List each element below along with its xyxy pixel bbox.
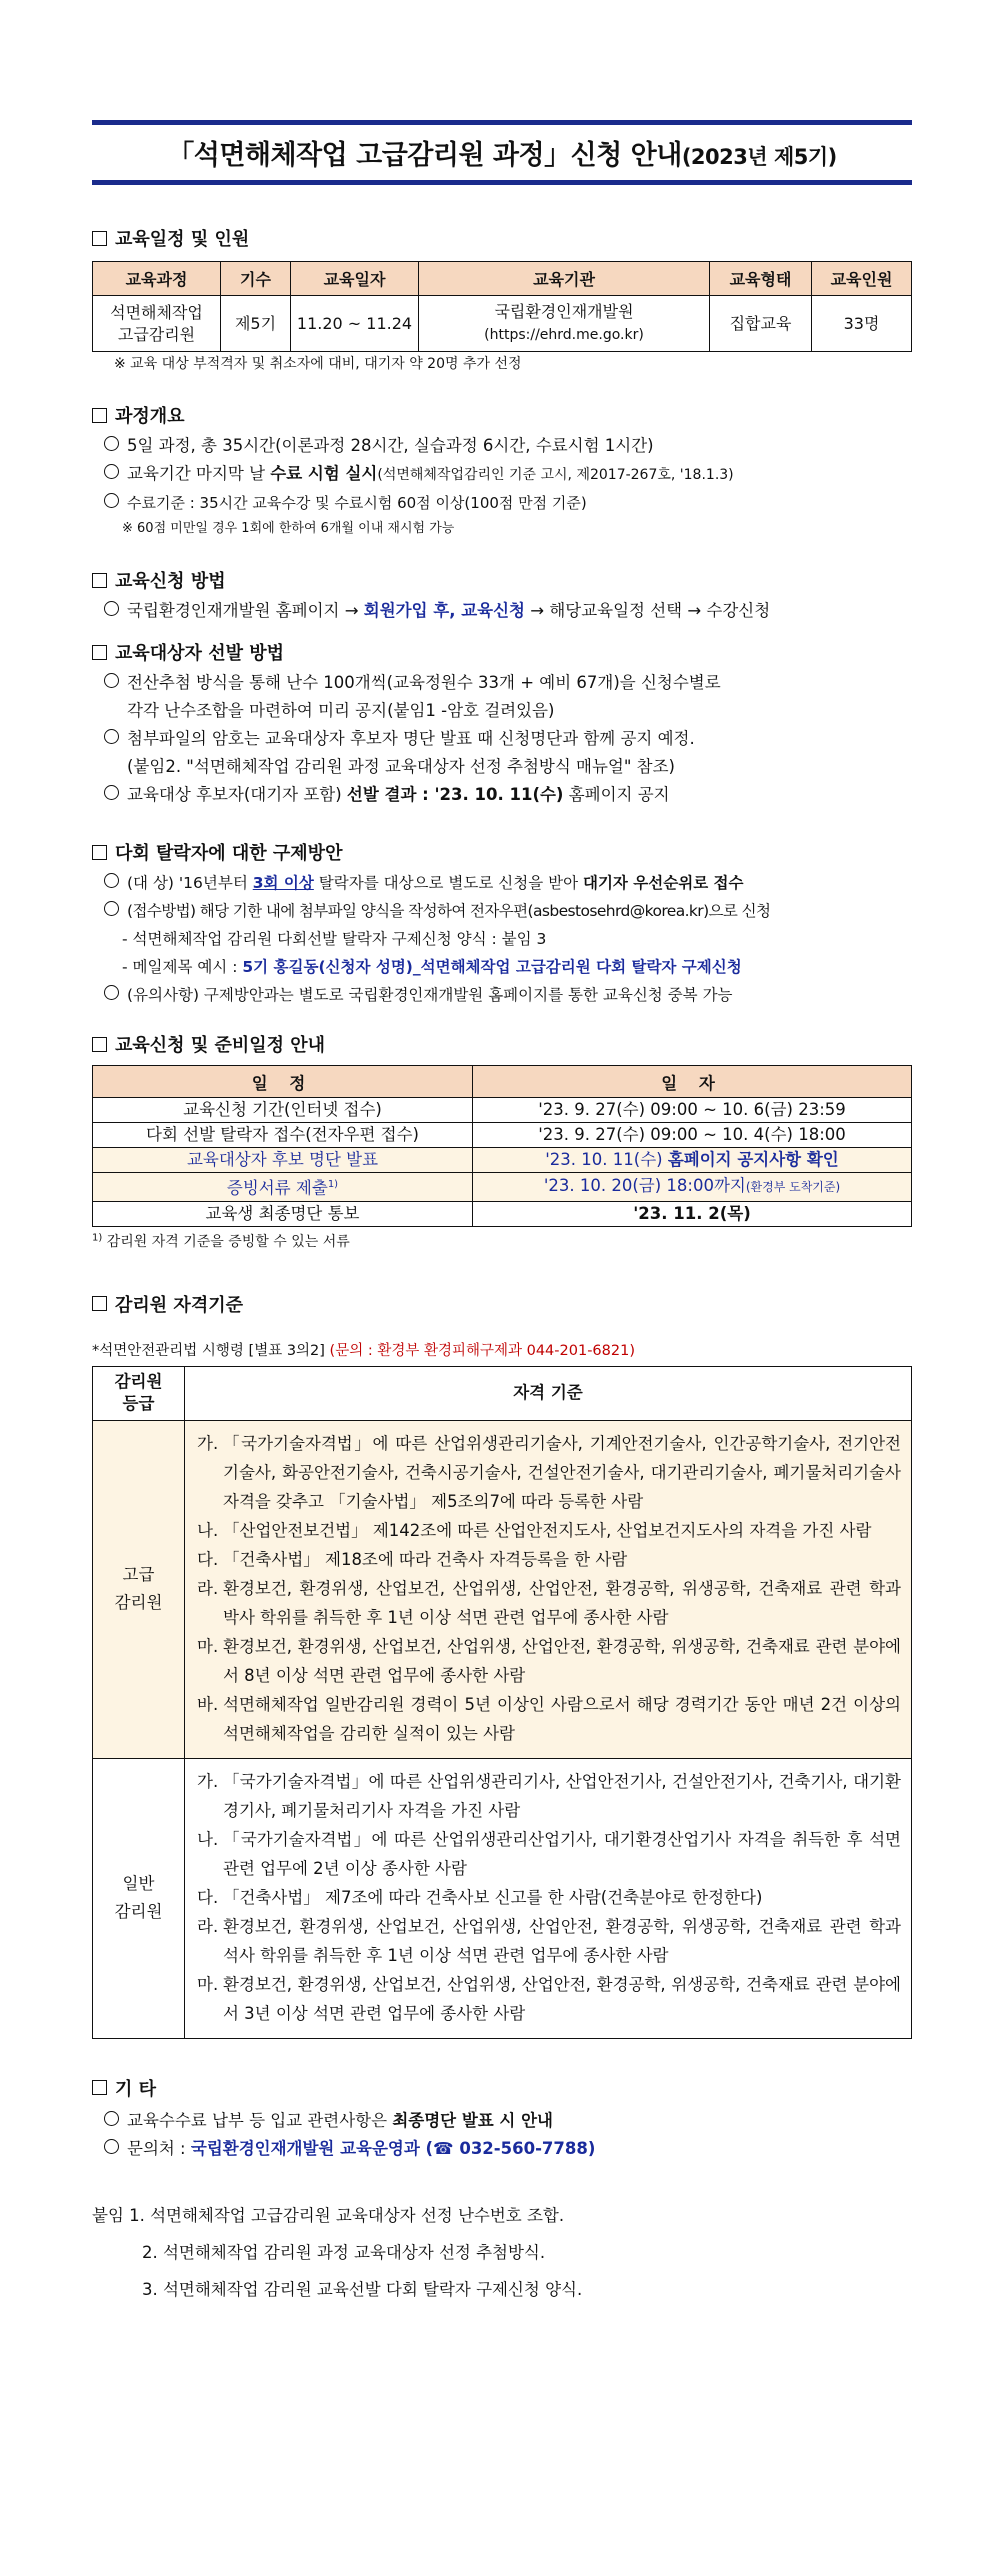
timeline-table <box>92 1065 912 1227</box>
circle-bullet-icon <box>104 901 119 916</box>
list-item: 수료기준 : 35시간 교육수강 및 수료시험 60점 이상(100점 만점 기준) <box>104 489 912 517</box>
section-qualification-heading: 감리원 자격기준 <box>92 1291 912 1317</box>
circle-bullet-icon <box>104 673 119 688</box>
list-item: (유의사항) 구제방안과는 별도로 국립환경인재개발원 홈페이지를 통한 교육신청 중복 가능 <box>104 981 912 1009</box>
square-bullet-icon <box>92 1037 107 1052</box>
square-bullet-icon <box>92 2080 107 2095</box>
cell-count: 33명 <box>812 296 912 352</box>
header-schedule: 일 정 <box>93 1066 473 1098</box>
list-item: 문의처 : 국립환경인재개발원 교육운영과 (☎ 032-560-7788) <box>104 2135 912 2163</box>
header-date: 교육일자 <box>291 262 419 296</box>
list-item: (접수방법) 해당 기한 내에 첨부파일 양식을 작성하여 전자우편(asbestosehrd@korea.kr)으로 신청 <box>104 897 912 925</box>
table-row: 증빙서류 제출$^{1)}$ '23. 10. 20(금) 18:00까지(환경부 도착기준) <box>93 1173 912 1202</box>
section-selection-heading: 교육대상자 선발 방법 <box>92 639 912 665</box>
relief-form-line: - 석면해체작업 감리원 다회선발 탈락자 구제신청 양식 : 붙임 3 <box>122 930 547 948</box>
header-grade: 감리원 등급 <box>93 1366 185 1420</box>
list-item: 전산추첨 방식을 통해 난수 100개씩(교육정원수 33개 + 예비 67개)을 신청수별로 각각 난수조합을 마련하여 미리 공지(붙임1 -암호 걸려있음) <box>104 669 912 725</box>
table-header-row <box>93 1066 912 1098</box>
square-bullet-icon <box>92 408 107 423</box>
list-item: 교육기간 마지막 날 수료 시험 실시(석면해체작업감리인 기준 고시, 제2017-267호, '18.1.3) <box>104 460 912 489</box>
criteria-general: 가. 「국가기술자격법」에 따른 산업위생관리기사, 산업안전기사, 건설안전기사, 건축기사, 대기환경기사, 폐기물처리기사 자격을 가진 사람 나. 「국가기술자격법」에 따른 산업위생관리산업기사, 대기환경산업기사 자격을 취득한 후 석면 관련 업무에 2년 이상 종사한 사람 다. 「건축사법」 제7조에 따라 건축사보 신고를 한 사람(건축분야로 한정한다) 라. 환경보건, 환경위생, 산업보건, 산업위생, 산업안전, 환경공학, 위생공학, 건축재료 관련 학과 석사 학위를 취득한 후 1년 이상 석면 관련 업무에 종사한 사람 마. 환경보건, 환경위생, 산업보건, 산업위생, 산업안전, 환경공학, 위생공학, 건축재료 관련 분야에서 3년 이상 석면 관련 업무에 종사한 사람 <box>185 1758 912 2038</box>
square-bullet-icon <box>92 1296 107 1311</box>
cell-term: 제5기 <box>221 296 291 352</box>
section-relief-heading: 다회 탈락자에 대한 구제방안 <box>92 839 912 865</box>
section-etc-heading: 기 타 <box>92 2075 912 2101</box>
table-row <box>93 296 912 352</box>
section-overview-heading: 과정개요 <box>92 402 912 428</box>
table-row: 다회 선발 탈락자 접수(전자우편 접수) '23. 9. 27(수) 09:00 ~ 10. 4(수) 18:00 <box>93 1123 912 1148</box>
header-course: 교육과정 <box>93 262 221 296</box>
circle-bullet-icon <box>104 2111 119 2126</box>
header-form: 교육형태 <box>710 262 812 296</box>
table-header-row <box>93 262 912 296</box>
grade-advanced: 고급 감리원 <box>93 1420 185 1758</box>
list-item: 첨부파일의 암호는 교육대상자 후보자 명단 발표 때 신청명단과 함께 공지 예정. (붙임2. "석면해체작업 감리원 과정 교육대상자 선정 추첨방식 매뉴얼" 참조) <box>104 725 912 781</box>
list-item: (대 상) '16년부터 3회 이상 탈락자를 대상으로 별도로 신청을 받아 대기자 우선순위로 접수 <box>104 869 912 897</box>
square-bullet-icon <box>92 845 107 860</box>
header-count: 교육인원 <box>812 262 912 296</box>
circle-bullet-icon <box>104 601 119 616</box>
circle-bullet-icon <box>104 729 119 744</box>
header-criteria: 자격 기준 <box>185 1366 912 1420</box>
qualification-table <box>92 1366 912 2039</box>
cell-course: 석면해체작업 고급감리원 <box>93 296 221 352</box>
cell-date: 11.20 ~ 11.24 <box>291 296 419 352</box>
section-timeline-heading: 교육신청 및 준비일정 안내 <box>92 1031 912 1057</box>
schedule-note: ※ 교육 대상 부적격자 및 취소자에 대비, 대기자 약 20명 추가 선정 <box>114 356 522 372</box>
attachment-item: 3. 석면해체작업 감리원 교육선발 다회 탈락자 구제신청 양식. <box>142 2279 583 2299</box>
qualification-source: *석면안전관리법 시행령 [별표 3의2] (문의 : 환경부 환경피해구제과 044-201-6821) <box>92 1342 635 1359</box>
circle-bullet-icon <box>104 785 119 800</box>
table-row: 교육대상자 후보 명단 발표 '23. 10. 11(수) 홈페이지 공지사항 확인 <box>93 1148 912 1173</box>
page-title <box>92 125 912 172</box>
table-row-advanced <box>93 1420 912 1758</box>
cell-org: 국립환경인재개발원 (https://ehrd.me.go.kr) <box>419 296 710 352</box>
title-main: 「석면해체작업 고급감리원 과정」신청 안내 <box>167 140 682 171</box>
section-apply-heading: 교육신청 방법 <box>92 567 912 593</box>
criteria-advanced: 가. 「국가기술자격법」에 따른 산업위생관리기술사, 기계안전기술사, 인간공학기술사, 전기안전기술사, 화공안전기술사, 건축시공기술사, 건설안전기술사, 대기관리기술사, 폐기물처리기술사 자격을 갖추고 「기술사법」 제5조의7에 따라 등록한 사람 나. 「산업안전보건법」 제142조에 따른 산업안전지도사, 산업보건지도사의 자격을 가진 사람 다. 「건축사법」 제18조에 따라 건축사 자격등록을 한 사람 라. 환경보건, 환경위생, 산업보건, 산업위생, 산업안전, 환경공학, 위생공학, 건축재료 관련 학과 박사 학위를 취득한 후 1년 이상 석면 관련 업무에 종사한 사람 마. 환경보건, 환경위생, 산업보건, 산업위생, 산업안전, 환경공학, 위생공학, 건축재료 관련 분야에서 8년 이상 석면 관련 업무에 종사한 사람 바. 석면해체작업 일반감리원 경력이 5년 이상인 사람으로서 해당 경력기간 동안 매년 2건 이상의 석면해체작업을 감리한 실적이 있는 사람 <box>185 1420 912 1758</box>
circle-bullet-icon <box>104 985 119 1000</box>
section-schedule-heading: 교육일정 및 인원 <box>92 225 912 251</box>
table-row: 교육신청 기간(인터넷 접수) '23. 9. 27(수) 09:00 ~ 10. 6(금) 23:59 <box>93 1098 912 1123</box>
circle-bullet-icon <box>104 2139 119 2154</box>
circle-bullet-icon <box>104 493 119 508</box>
list-item: 교육대상 후보자(대기자 포함) 선발 결과 : '23. 10. 11(수) 홈페이지 공지 <box>104 781 912 809</box>
document-page <box>92 120 912 2308</box>
square-bullet-icon <box>92 573 107 588</box>
bottom-rule <box>92 180 912 185</box>
schedule-table <box>92 261 912 352</box>
square-bullet-icon <box>92 645 107 660</box>
list-item: 교육수수료 납부 등 입교 관련사항은 최종명단 발표 시 안내 <box>104 2107 912 2135</box>
overview-note: ※ 60점 미만일 경우 1회에 한하여 6개월 이내 재시험 가능 <box>122 521 455 536</box>
table-row-general <box>93 1758 912 2038</box>
grade-general: 일반 감리원 <box>93 1758 185 2038</box>
timeline-footnote: $^{1)}$ 감리원 자격 기준을 증빙할 수 있는 서류 <box>92 1231 350 1250</box>
attachment-list <box>92 2197 912 2308</box>
cell-form: 집합교육 <box>710 296 812 352</box>
header-date: 일 자 <box>473 1066 912 1098</box>
table-row: 교육생 최종명단 통보 '23. 11. 2(목) <box>93 1201 912 1226</box>
title-sub: (2023년 제5기) <box>681 145 837 169</box>
attachment-item: 2. 석면해체작업 감리원 과정 교육대상자 선정 추첨방식. <box>142 2242 546 2262</box>
circle-bullet-icon <box>104 436 119 451</box>
table-header-row <box>93 1366 912 1420</box>
relief-mail-subject-line: - 메일제목 예시 : 5기 홍길동(신청자 성명)_석면해체작업 고급감리원 다회 탈락자 구제신청 <box>122 958 742 976</box>
list-item: 5일 과정, 총 35시간(이론과정 28시간, 실습과정 6시간, 수료시험 1시간) <box>104 432 912 460</box>
circle-bullet-icon <box>104 873 119 888</box>
square-bullet-icon <box>92 231 107 246</box>
header-term: 기수 <box>221 262 291 296</box>
attachment-item: 붙임 1. 석면해체작업 고급감리원 교육대상자 선정 난수번호 조합. <box>92 2205 565 2225</box>
circle-bullet-icon <box>104 464 119 479</box>
list-item: 국립환경인재개발원 홈페이지 → 회원가입 후, 교육신청 → 해당교육일정 선택 → 수강신청 <box>104 597 912 625</box>
header-org: 교육기관 <box>419 262 710 296</box>
